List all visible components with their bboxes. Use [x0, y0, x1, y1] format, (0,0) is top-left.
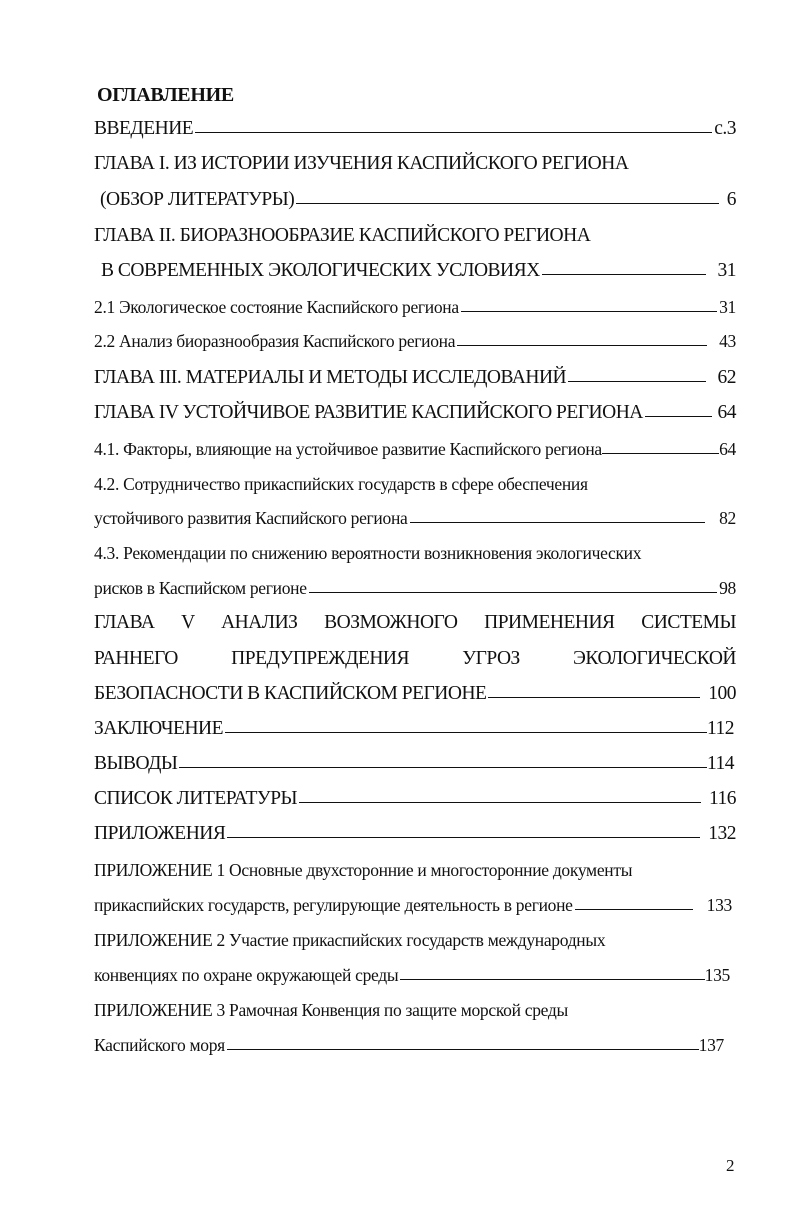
toc-entry-appendix1-cont — [94, 895, 732, 916]
toc-entry-4-2-cont — [94, 508, 736, 529]
toc-entry-page: 100 — [708, 683, 736, 704]
toc-entry-chapter1 — [94, 153, 736, 175]
toc-entry-appendix2 — [94, 930, 736, 951]
toc-entry-title: 4.3. Рекомендации по снижению вероятности возникновения экологических — [94, 543, 642, 563]
toc-entry-title: В СОВРЕМЕННЫХ ЭКОЛОГИЧЕСКИХ УСЛОВИЯХ — [101, 260, 540, 281]
toc-entry-title: ВЫВОДЫ — [94, 753, 178, 774]
toc-entry-appendix3-cont — [94, 1035, 724, 1056]
toc-entry-references — [94, 788, 736, 810]
toc-entry-4-3-cont — [94, 578, 736, 599]
toc-leader-line — [400, 978, 704, 980]
toc-entry-title: 2.1 Экологическое состояние Каспийского региона — [94, 297, 459, 317]
toc-entry-page: 98 — [719, 578, 736, 598]
toc-entry-title: ПРИЛОЖЕНИЯ — [94, 823, 226, 844]
toc-leader-line — [457, 344, 707, 346]
toc-entry-title: устойчивого развития Каспийского региона — [94, 508, 408, 528]
toc-entry-conclusion — [94, 718, 736, 740]
toc-entry-page: 64 — [719, 439, 736, 459]
toc-entry-appendix2-cont — [94, 965, 730, 986]
toc-leader-line — [575, 908, 693, 910]
toc-entry-chapter2-cont — [101, 260, 736, 282]
toc-entry-page: с.3 — [714, 118, 736, 139]
toc-entry-page: 43 — [719, 331, 736, 351]
toc-entry-page: 31 — [719, 297, 736, 317]
toc-entry-page: 31 — [717, 260, 736, 281]
toc-heading: ОГЛАВЛЕНИЕ — [97, 84, 234, 106]
toc-entry-title: Каспийского моря — [94, 1035, 225, 1055]
toc-entry-title: рисков в Каспийском регионе — [94, 578, 307, 598]
toc-entry-4-2 — [94, 474, 736, 495]
toc-entry-chapter5-cont — [94, 648, 736, 670]
toc-entry-title: ГЛАВА V АНАЛИЗ ВОЗМОЖНОГО ПРИМЕНЕНИЯ СИСТЕМЫ — [94, 612, 736, 633]
toc-entry-4-3 — [94, 543, 736, 564]
toc-entry-title: ЗАКЛЮЧЕНИЕ — [94, 718, 224, 739]
toc-entry-chapter4 — [94, 402, 736, 424]
toc-entry-findings — [94, 753, 736, 775]
toc-entry-4-1 — [94, 439, 736, 460]
toc-entry-title: ГЛАВА IV УСТОЙЧИВОЕ РАЗВИТИЕ КАСПИЙСКОГО РЕГИОНА — [94, 402, 643, 423]
toc-leader-line — [410, 521, 706, 523]
toc-entry-title: ПРИЛОЖЕНИЕ 1 Основные двухсторонние и многосторонние документы — [94, 860, 633, 880]
toc-entry-title: РАННЕГО ПРЕДУПРЕЖДЕНИЯ УГРОЗ ЭКОЛОГИЧЕСКОЙ — [94, 648, 736, 669]
toc-entry-2-1 — [94, 297, 736, 318]
toc-entry-chapter2 — [94, 225, 736, 247]
toc-entry-title: прикаспийских государств, регулирующие деятельность в регионе — [94, 895, 573, 915]
toc-entry-chapter1-cont — [100, 189, 736, 211]
toc-entry-page: 135 — [704, 965, 730, 985]
toc-entry-chapter3 — [94, 367, 736, 389]
toc-entry-title: ПРИЛОЖЕНИЕ 2 Участие прикаспийских государств международных — [94, 930, 606, 950]
toc-entry-title: ПРИЛОЖЕНИЕ 3 Рамочная Конвенция по защите морской среды — [94, 1000, 568, 1020]
toc-entry-page: 116 — [708, 788, 736, 809]
toc-entry-title: СПИСОК ЛИТЕРАТУРЫ — [94, 788, 298, 809]
toc-entry-title: 2.2 Анализ биоразнообразия Каспийского региона — [94, 331, 456, 351]
toc-leader-line — [461, 310, 717, 312]
toc-entry-chapter5-end — [94, 683, 736, 705]
toc-leader-line — [542, 273, 706, 275]
toc-leader-line — [179, 766, 707, 768]
toc-leader-line — [299, 801, 701, 803]
toc-entry-page: 133 — [706, 895, 732, 915]
toc-leader-line — [568, 380, 705, 382]
toc-entry-page: 62 — [717, 367, 736, 388]
toc-entry-chapter5 — [94, 612, 736, 634]
toc-leader-line — [309, 591, 717, 593]
toc-entry-2-2 — [94, 331, 736, 352]
toc-leader-line — [488, 696, 700, 698]
toc-leader-line — [195, 131, 712, 133]
toc-entry-title: ВВЕДЕНИЕ — [94, 118, 194, 139]
toc-entry-title: ГЛАВА III. МАТЕРИАЛЫ И МЕТОДЫ ИССЛЕДОВАНИЙ — [94, 367, 567, 388]
toc-entry-title: ГЛАВА II. БИОРАЗНООБРАЗИЕ КАСПИЙСКОГО РЕГИОНА — [94, 225, 591, 246]
toc-leader-line — [227, 1048, 699, 1050]
toc-entry-title: БЕЗОПАСНОСТИ В КАСПИЙСКОМ РЕГИОНЕ — [94, 683, 487, 704]
toc-entry-title: 4.2. Сотрудничество прикаспийских государств в сфере обеспечения — [94, 474, 588, 494]
toc-leader-line — [227, 836, 700, 838]
toc-entry-page: 114 — [706, 753, 734, 774]
toc-leader-line — [225, 731, 707, 733]
toc-entry-page: 64 — [717, 402, 736, 423]
toc-entry-introduction — [94, 118, 736, 140]
toc-entry-appendix1 — [94, 860, 736, 881]
toc-entry-title: 4.1. Факторы, влияющие на устойчивое развитие Каспийского региона — [94, 439, 602, 459]
toc-entry-page: 6 — [726, 189, 736, 210]
toc-entry-title: конвенциях по охране окружающей среды — [94, 965, 399, 985]
toc-entry-page: 82 — [719, 508, 736, 528]
toc-entry-page: 132 — [708, 823, 736, 844]
toc-leader-line — [645, 415, 712, 417]
toc-entry-appendix3 — [94, 1000, 736, 1021]
toc-entry-title: (ОБЗОР ЛИТЕРАТУРЫ) — [100, 189, 295, 210]
toc-entry-appendices — [94, 823, 736, 845]
page-number: 2 — [726, 1156, 735, 1175]
toc-entry-page: 137 — [698, 1035, 724, 1055]
toc-leader-line — [602, 452, 719, 454]
toc-entry-page: 112 — [706, 718, 734, 739]
toc-entry-title: ГЛАВА I. ИЗ ИСТОРИИ ИЗУЧЕНИЯ КАСПИЙСКОГО РЕГИОНА — [94, 153, 629, 174]
toc-leader-line — [296, 202, 718, 204]
